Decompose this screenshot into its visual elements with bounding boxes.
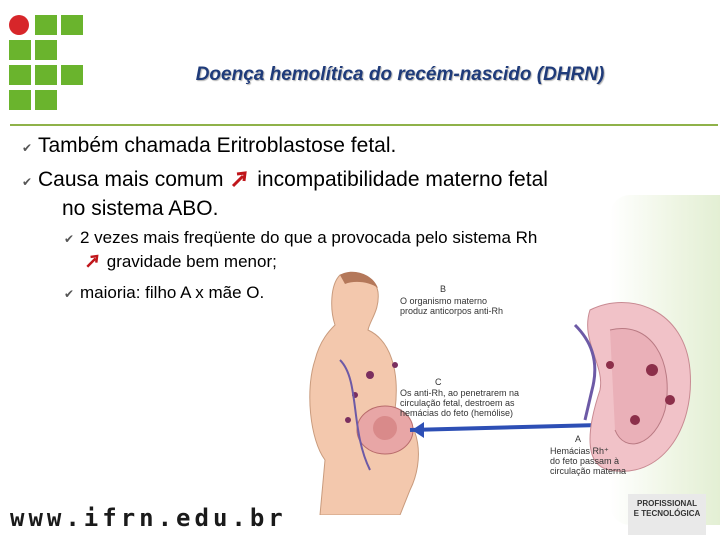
bullet-marker-icon: ✔ bbox=[22, 141, 33, 155]
bullet-2-text: Causa mais comum bbox=[38, 168, 224, 191]
implies-arrow-icon bbox=[229, 168, 251, 190]
footer-url: www.ifrn.edu.br bbox=[10, 504, 287, 532]
subbullet-1-text: 2 vezes mais freqüente do que a provocada pelo sistema Rh bbox=[80, 228, 538, 247]
figure-text-a3: circulação materna bbox=[550, 466, 627, 476]
bullet-2-line-2: no sistema ABO. bbox=[62, 197, 219, 220]
figure-text-c1: Os anti-Rh, ao penetrarem na bbox=[400, 388, 520, 398]
figure-text-b1: O organismo materno bbox=[400, 296, 488, 306]
bullet-1 bbox=[22, 134, 396, 158]
bullet-1-text: Também chamada Eritroblastose fetal. bbox=[38, 134, 397, 157]
figure-text-a1: Hemácias Rh⁺ bbox=[550, 446, 609, 456]
dhrn-illustration bbox=[300, 270, 700, 515]
bullet-2-continuation: incompatibilidade materno fetal bbox=[257, 168, 548, 191]
figure-label-b: B bbox=[440, 284, 447, 294]
figure-text-c2: circulação fetal, destroem as bbox=[400, 398, 515, 408]
subbullet-marker-icon: ✔ bbox=[64, 232, 75, 246]
figure-label-c: C bbox=[435, 377, 442, 387]
footer-badge-line1: PROFISSIONAL bbox=[636, 499, 697, 508]
subbullet-1-continuation: gravidade bem menor; bbox=[106, 252, 277, 271]
figure-label-a: A bbox=[575, 434, 582, 444]
slide-title: Doença hemolítica do recém-nascido (DHRN) bbox=[195, 64, 605, 85]
subbullet-1-line-2 bbox=[84, 252, 277, 272]
title-divider bbox=[10, 124, 718, 126]
subbullet-2-text: maioria: filho A x mãe O. bbox=[80, 283, 265, 302]
subbullet-marker-icon: ✔ bbox=[64, 287, 75, 301]
ifrn-logo bbox=[8, 14, 86, 114]
figure-text-b2: produz anticorpos anti-Rh bbox=[400, 306, 504, 316]
figure-text-a2: do feto passam à bbox=[550, 456, 620, 466]
footer-badge bbox=[628, 494, 706, 535]
implies-arrow-icon bbox=[84, 252, 102, 270]
subbullet-2 bbox=[64, 283, 264, 303]
bullet-2 bbox=[22, 168, 548, 192]
bullet-marker-icon: ✔ bbox=[22, 175, 33, 189]
subbullet-1 bbox=[64, 228, 537, 248]
figure-text-c3: hemácias do feto (hemólise) bbox=[400, 408, 514, 418]
footer-badge-line2: E TECNOLÓGICA bbox=[633, 509, 701, 518]
